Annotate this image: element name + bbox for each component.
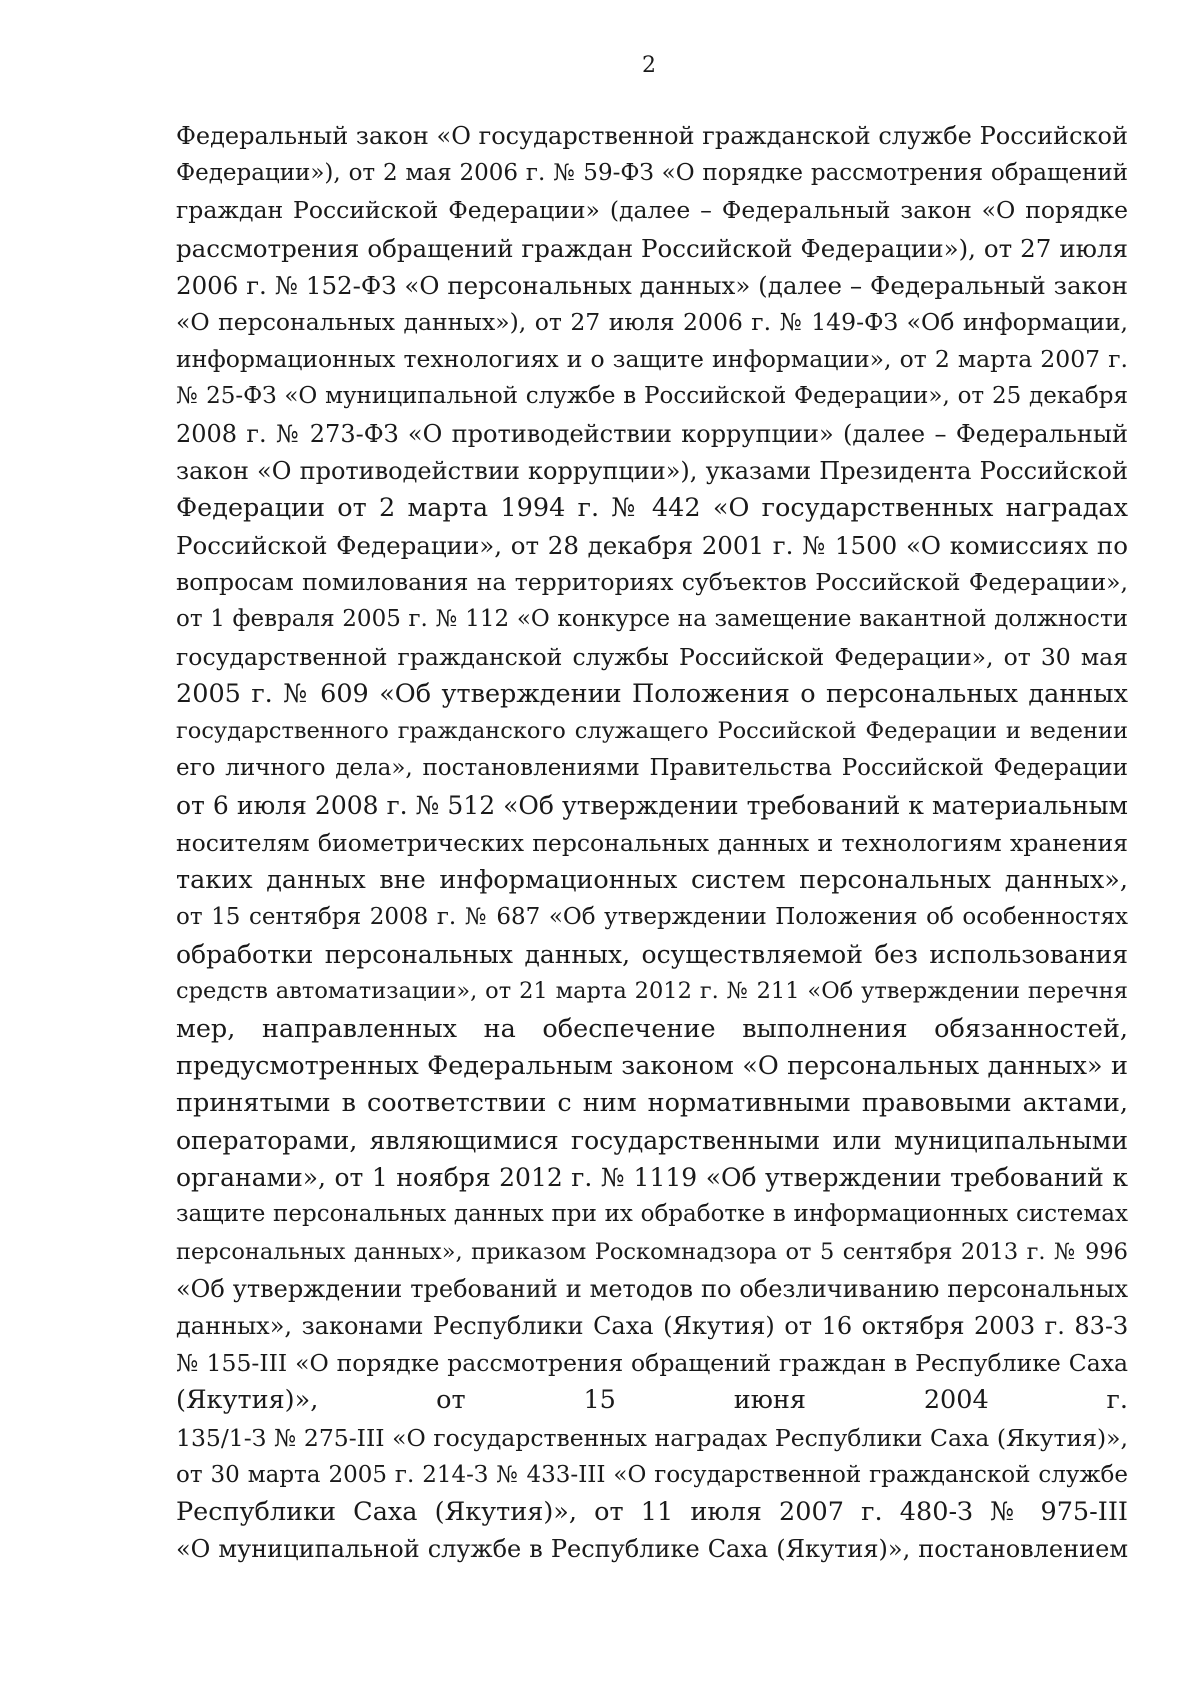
text-line: Федерации от 2 марта 1994 г. № 442 «О государственных наградах bbox=[176, 492, 1128, 523]
text-line: обработки персональных данных, осуществляемой без использования bbox=[176, 940, 1128, 970]
text-line: Федерации»), от 2 мая 2006 г. № 59-ФЗ «О порядке рассмотрения обращений bbox=[176, 160, 1128, 187]
text-line: № 155-III «О порядке рассмотрения обращений граждан в Республике Саха bbox=[176, 1349, 1128, 1378]
text-line: Республики Саха (Якутия)», от 11 июля 2007 г. 480-З № 975-III bbox=[176, 1496, 1128, 1527]
text-line: 2006 г. № 152-ФЗ «О персональных данных» (далее – Федеральный закон bbox=[176, 270, 1128, 300]
text-line: мер, направленных на обеспечение выполнения обязанностей, bbox=[176, 1013, 1128, 1044]
text-line: от 15 сентября 2008 г. № 687 «Об утверждении Положения об особенностях bbox=[176, 903, 1128, 930]
text-line: государственной гражданской службы Российской Федерации», от 30 мая bbox=[176, 642, 1128, 671]
text-line: 2008 г. № 273-ФЗ «О противодействии коррупции» (далее – Федеральный bbox=[176, 419, 1128, 448]
text-line: Российской Федерации», от 28 декабря 2001 г. № 1500 «О комиссиях по bbox=[176, 531, 1128, 561]
text-line: № 25-ФЗ «О муниципальной службе в Российской Федерации», от 25 декабря bbox=[176, 383, 1128, 410]
text-line: «О муниципальной службе в Республике Саха (Якутия)», постановлением bbox=[176, 1535, 1128, 1564]
text-line: средств автоматизации», от 21 марта 2012 г. № 211 «Об утверждении перечня bbox=[176, 978, 1128, 1005]
text-line: персональных данных», приказом Роскомнадзора от 5 сентября 2013 г. № 996 bbox=[176, 1238, 1128, 1265]
text-line: операторами, являющимися государственными или муниципальными bbox=[176, 1126, 1128, 1156]
text-line: носителям биометрических персональных данных и технологиям хранения bbox=[176, 828, 1128, 857]
text-line: (Якутия)», от 15 июня 2004 г. bbox=[176, 1385, 1128, 1416]
document-body bbox=[176, 118, 1128, 1568]
text-line: Федеральный закон «О государственной гражданской службе Российской bbox=[176, 122, 1128, 150]
text-line: 2005 г. № 609 «Об утверждении Положения о персональных данных bbox=[176, 678, 1128, 709]
text-line: закон «О противодействии коррупции»), указами Президента Российской bbox=[176, 456, 1128, 485]
text-line: органами», от 1 ноября 2012 г. № 1119 «Об утверждении требований к bbox=[176, 1163, 1128, 1193]
text-line: предусмотренных Федеральным законом «О персональных данных» и bbox=[176, 1050, 1128, 1081]
text-line: таких данных вне информационных систем персональных данных», bbox=[176, 864, 1128, 895]
text-line: «Об утверждении требований и методов по обезличиванию персональных bbox=[176, 1274, 1128, 1303]
text-line: от 6 июля 2008 г. № 512 «Об утверждении требований к материальным bbox=[176, 791, 1128, 821]
text-line: данных», законами Республики Саха (Якутия) от 16 октября 2003 г. 83-З bbox=[176, 1312, 1128, 1340]
text-line: рассмотрения обращений граждан Российской Федерации»), от 27 июля bbox=[176, 233, 1128, 263]
text-line: от 1 февраля 2005 г. № 112 «О конкурсе на замещение вакантной должности bbox=[176, 606, 1128, 633]
text-line: его личного дела», постановлениями Правительства Российской Федерации bbox=[176, 755, 1128, 782]
text-line: защите персональных данных при их обработке в информационных системах bbox=[176, 1201, 1128, 1228]
page-number: 2 bbox=[642, 53, 656, 78]
text-line: граждан Российской Федерации» (далее – Федеральный закон «О порядке bbox=[176, 196, 1128, 225]
text-line: «О персональных данных»), от 27 июля 2006 г. № 149-ФЗ «Об информации, bbox=[176, 307, 1128, 336]
text-line: информационных технологиях и о защите информации», от 2 марта 2007 г. bbox=[176, 345, 1128, 374]
text-line: вопросам помилования на территориях субъектов Российской Федерации», bbox=[176, 568, 1128, 597]
text-line: государственного гражданского служащего Российской Федерации и ведении bbox=[176, 718, 1128, 744]
text-line: 135/1-З № 275-III «О государственных наградах Республики Саха (Якутия)», bbox=[176, 1423, 1128, 1452]
text-line: принятыми в соответствии с ним нормативными правовыми актами, bbox=[176, 1087, 1128, 1118]
text-line: от 30 марта 2005 г. 214-З № 433-III «О государственной гражданской службе bbox=[176, 1461, 1128, 1488]
